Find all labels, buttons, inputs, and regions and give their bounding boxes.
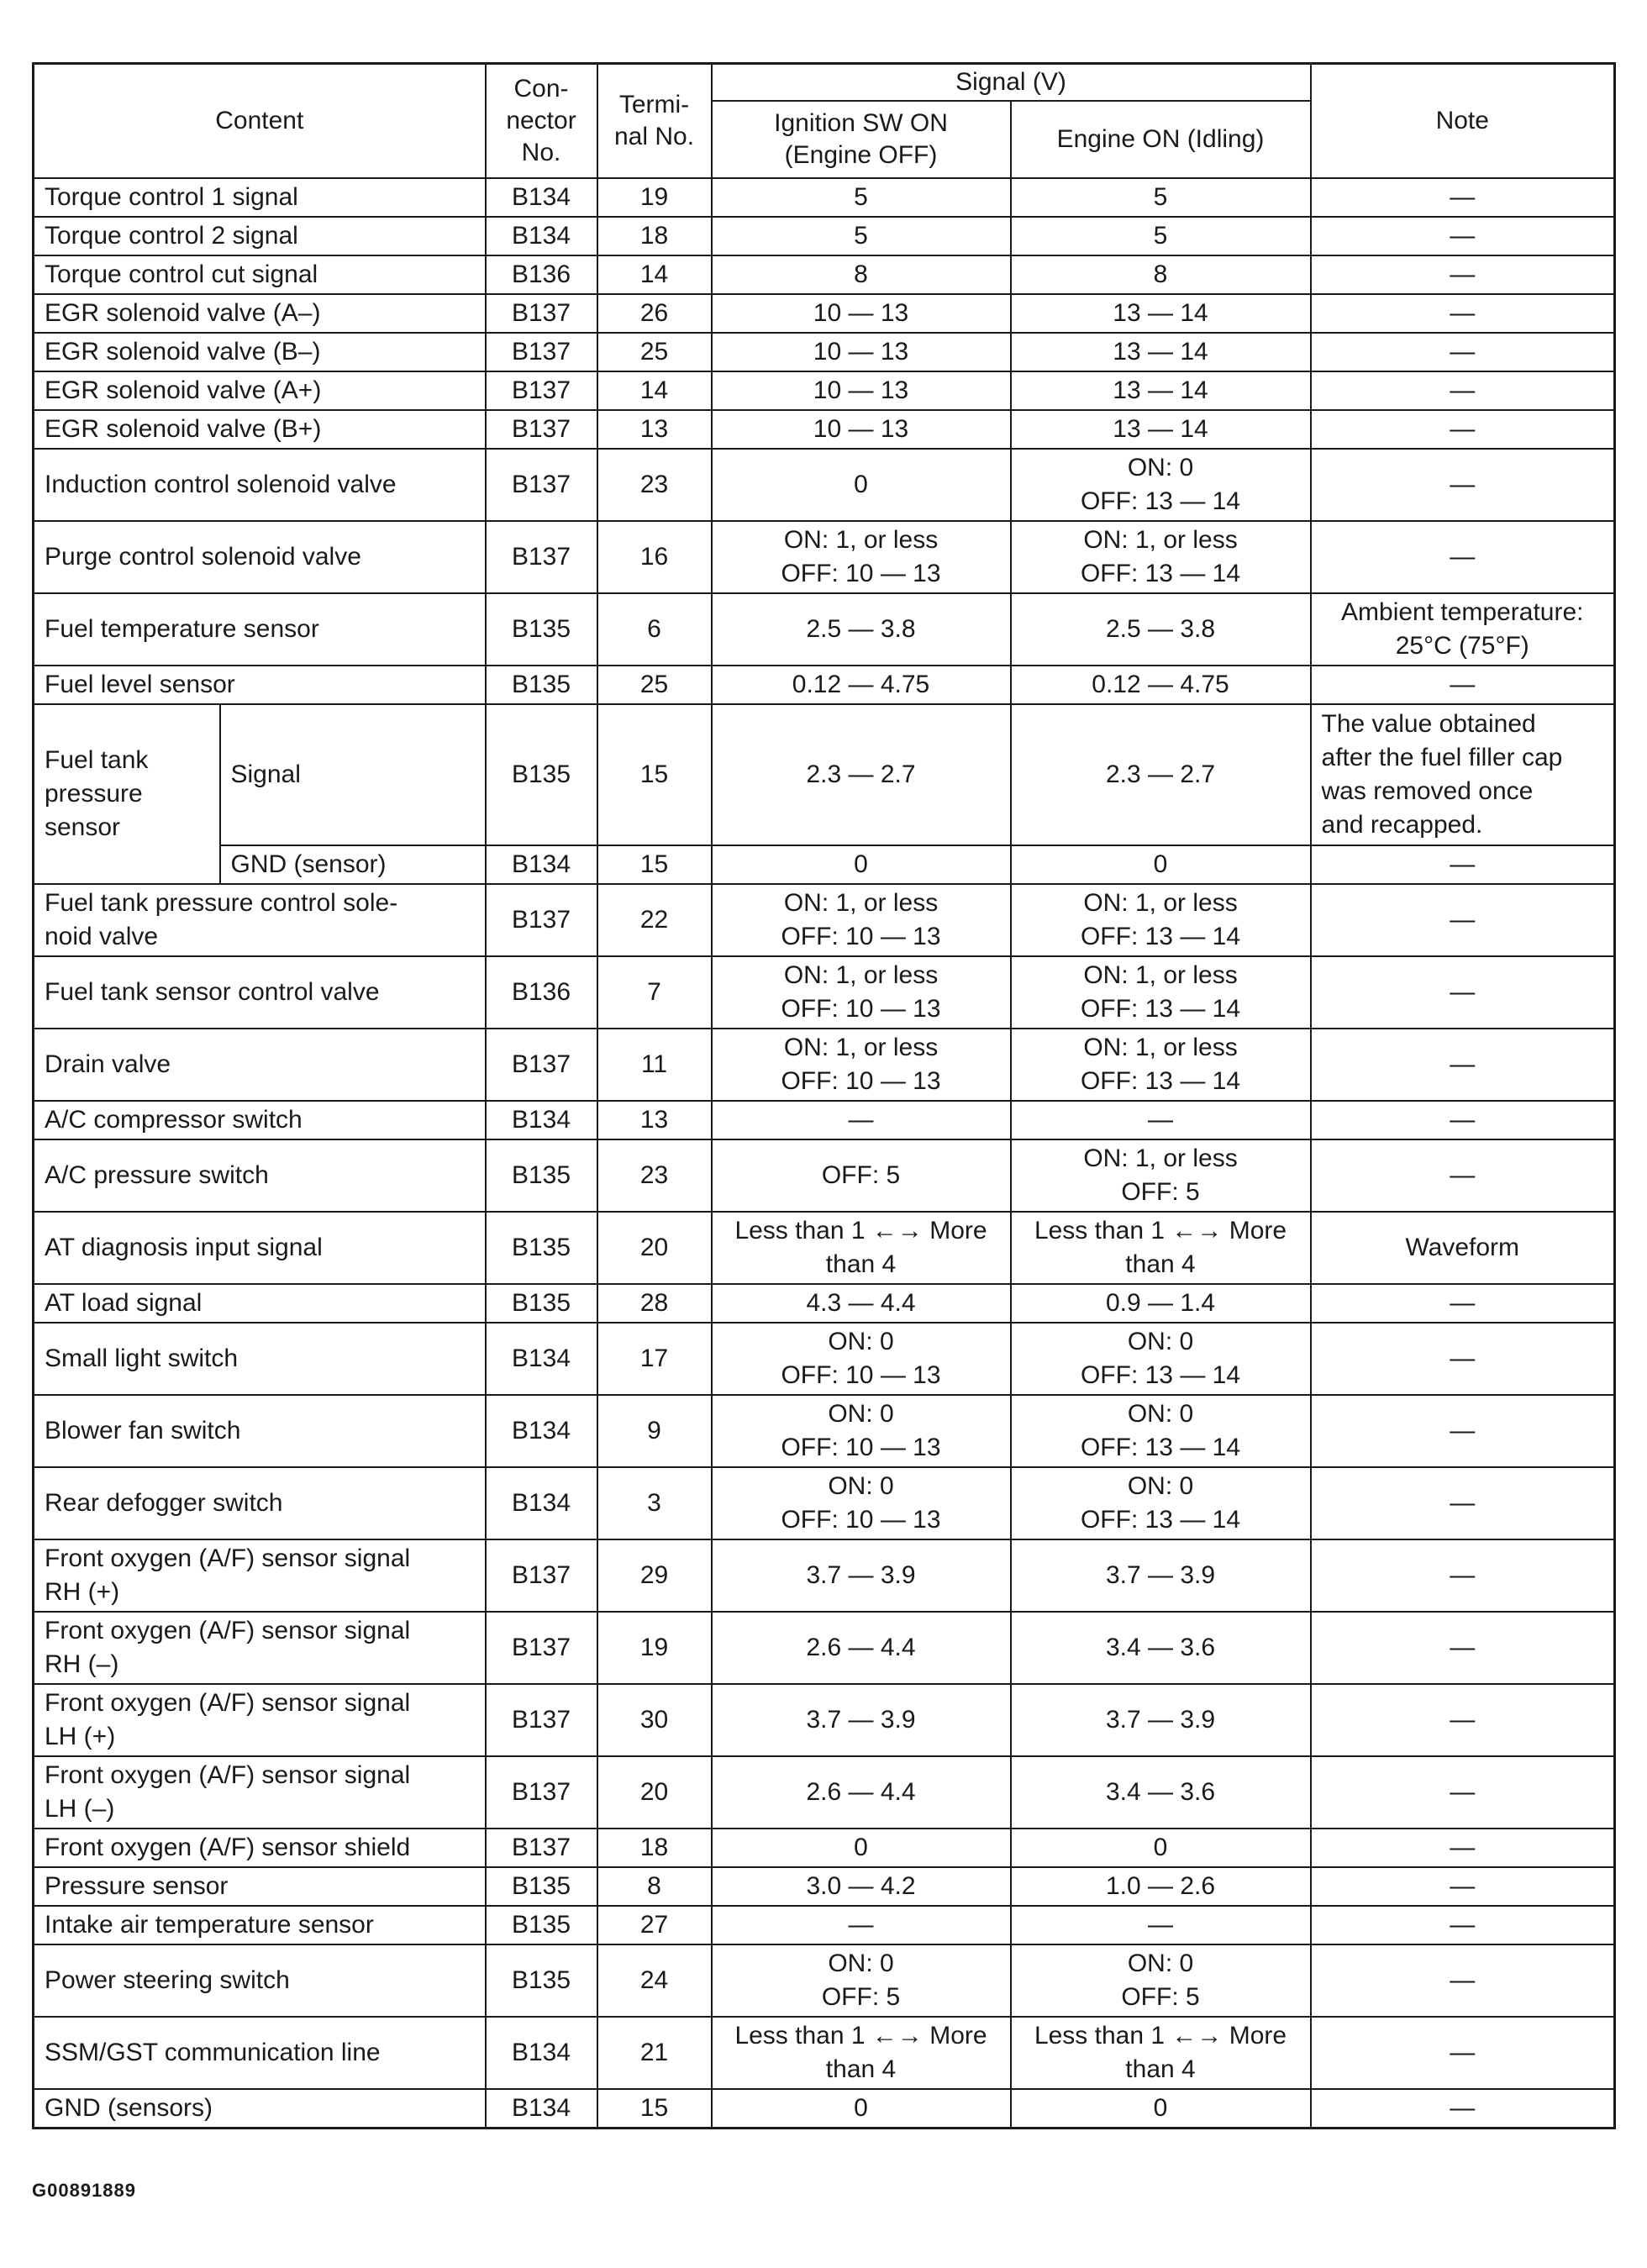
row-engine-on: Less than 1 ←→ More than 4	[1011, 1212, 1311, 1284]
header-note: Note	[1311, 64, 1615, 178]
row-engine-on: 3.7 — 3.9	[1011, 1684, 1311, 1756]
row-note: —	[1311, 1101, 1615, 1139]
row-connector: B137	[486, 333, 597, 371]
row-connector: B134	[486, 1395, 597, 1467]
row-note: —	[1311, 1395, 1615, 1467]
row-terminal: 19	[597, 1612, 712, 1684]
row-engine-on: ON: 1, or less OFF: 5	[1011, 1139, 1311, 1212]
header-content: Content	[34, 64, 486, 178]
row-content: Torque control 2 signal	[34, 217, 486, 255]
row-terminal: 15	[597, 704, 712, 845]
row-note: —	[1311, 2017, 1615, 2089]
row-ignition-on: 2.3 — 2.7	[712, 704, 1011, 845]
table-row	[34, 255, 1615, 294]
table-row	[34, 1323, 1615, 1395]
row-note: —	[1311, 1539, 1615, 1612]
row-note: —	[1311, 1944, 1615, 2017]
row-content: Pressure sensor	[34, 1867, 486, 1906]
row-connector: B135	[486, 666, 597, 704]
row-ignition-on: 2.6 — 4.4	[712, 1612, 1011, 1684]
row-note: —	[1311, 1139, 1615, 1212]
row-ignition-on: —	[712, 1101, 1011, 1139]
row-content: Fuel temperature sensor	[34, 593, 486, 666]
row-connector: B137	[486, 1539, 597, 1612]
row-note: —	[1311, 1906, 1615, 1944]
row-content: Fuel level sensor	[34, 666, 486, 704]
row-terminal: 27	[597, 1906, 712, 1944]
table-row	[34, 1467, 1615, 1539]
row-content: Front oxygen (A/F) sensor signal RH (+)	[34, 1539, 486, 1612]
row-content: Purge control solenoid valve	[34, 521, 486, 593]
table-row	[34, 1139, 1615, 1212]
figure-id: G00891889	[32, 2180, 136, 2201]
row-engine-on: 8	[1011, 255, 1311, 294]
row-note: —	[1311, 1284, 1615, 1323]
row-note: —	[1311, 2089, 1615, 2129]
row-engine-on: 13 — 14	[1011, 410, 1311, 449]
row-ignition-on: 2.5 — 3.8	[712, 593, 1011, 666]
row-ignition-on: 3.7 — 3.9	[712, 1684, 1011, 1756]
row-engine-on: 3.4 — 3.6	[1011, 1612, 1311, 1684]
row-terminal: 22	[597, 884, 712, 956]
row-ignition-on: 8	[712, 255, 1011, 294]
row-connector: B137	[486, 884, 597, 956]
row-terminal: 18	[597, 217, 712, 255]
header-row-1	[34, 64, 1615, 101]
row-note: —	[1311, 521, 1615, 593]
row-note: —	[1311, 1684, 1615, 1756]
row-content: Power steering switch	[34, 1944, 486, 2017]
row-terminal: 14	[597, 371, 712, 410]
row-ignition-on: 3.7 — 3.9	[712, 1539, 1011, 1612]
row-terminal: 24	[597, 1944, 712, 2017]
row-ignition-on: 0	[712, 1829, 1011, 1867]
row-note: —	[1311, 217, 1615, 255]
row-connector: B137	[486, 410, 597, 449]
row-engine-on: ON: 0 OFF: 13 — 14	[1011, 1323, 1311, 1395]
row-terminal: 25	[597, 333, 712, 371]
row-note: —	[1311, 1829, 1615, 1867]
row-note: The value obtained after the fuel filler cap was removed once and recapped.	[1311, 704, 1615, 845]
row-content: Front oxygen (A/F) sensor signal RH (–)	[34, 1612, 486, 1684]
row-connector: B135	[486, 593, 597, 666]
row-ignition-on: Less than 1 ←→ More than 4	[712, 2017, 1011, 2089]
table-row	[34, 1539, 1615, 1612]
ecm-terminal-signal-table	[32, 62, 1616, 2129]
row-note: —	[1311, 294, 1615, 333]
row-engine-on: ON: 1, or less OFF: 13 — 14	[1011, 1029, 1311, 1101]
header-signal: Signal (V)	[712, 64, 1311, 101]
row-terminal: 28	[597, 1284, 712, 1323]
table-row	[34, 410, 1615, 449]
row-terminal: 23	[597, 449, 712, 521]
row-note: —	[1311, 845, 1615, 884]
table-row	[34, 1212, 1615, 1284]
row-engine-on: 0	[1011, 1829, 1311, 1867]
row-engine-on: ON: 1, or less OFF: 13 — 14	[1011, 521, 1311, 593]
row-connector: B134	[486, 178, 597, 217]
row-connector: B134	[486, 2089, 597, 2129]
row-ignition-on: —	[712, 1906, 1011, 1944]
row-note: —	[1311, 956, 1615, 1029]
row-engine-on: 0	[1011, 845, 1311, 884]
row-note: —	[1311, 666, 1615, 704]
row-connector: B137	[486, 1829, 597, 1867]
row-note: —	[1311, 333, 1615, 371]
table-row	[34, 449, 1615, 521]
row-engine-on: 3.4 — 3.6	[1011, 1756, 1311, 1829]
row-content: Fuel tank pressure control sole- noid valve	[34, 884, 486, 956]
row-terminal: 21	[597, 2017, 712, 2089]
row-engine-on: 3.7 — 3.9	[1011, 1539, 1311, 1612]
table-row	[34, 333, 1615, 371]
table-row	[34, 1944, 1615, 2017]
row-content: EGR solenoid valve (A+)	[34, 371, 486, 410]
table-row	[34, 845, 1615, 884]
signal-table-sheet	[32, 62, 1613, 2129]
row-terminal: 3	[597, 1467, 712, 1539]
row-terminal: 16	[597, 521, 712, 593]
row-connector: B137	[486, 1684, 597, 1756]
row-terminal: 13	[597, 410, 712, 449]
table-row	[34, 956, 1615, 1029]
row-content: Fuel tank sensor control valve	[34, 956, 486, 1029]
row-engine-on: —	[1011, 1906, 1311, 1944]
table-row	[34, 217, 1615, 255]
row-terminal: 13	[597, 1101, 712, 1139]
row-engine-on: ON: 0 OFF: 5	[1011, 1944, 1311, 2017]
row-note: —	[1311, 178, 1615, 217]
table-row	[34, 1829, 1615, 1867]
row-terminal: 20	[597, 1212, 712, 1284]
table-row	[34, 1101, 1615, 1139]
row-note: —	[1311, 371, 1615, 410]
row-content: Front oxygen (A/F) sensor signal LH (+)	[34, 1684, 486, 1756]
row-terminal: 15	[597, 2089, 712, 2129]
row-connector: B135	[486, 704, 597, 845]
row-content: EGR solenoid valve (A–)	[34, 294, 486, 333]
row-terminal: 11	[597, 1029, 712, 1101]
table-row	[34, 371, 1615, 410]
table-row	[34, 704, 1615, 845]
row-terminal: 25	[597, 666, 712, 704]
table-row	[34, 178, 1615, 217]
row-engine-on: 0.9 — 1.4	[1011, 1284, 1311, 1323]
row-ignition-on: 4.3 — 4.4	[712, 1284, 1011, 1323]
row-content-group: Fuel tank pressure sensor	[34, 704, 220, 884]
table-row	[34, 1684, 1615, 1756]
row-ignition-on: 10 — 13	[712, 371, 1011, 410]
row-ignition-on: 10 — 13	[712, 294, 1011, 333]
row-note: Ambient temperature: 25°C (75°F)	[1311, 593, 1615, 666]
row-connector: B136	[486, 956, 597, 1029]
table-row	[34, 1284, 1615, 1323]
row-connector: B137	[486, 1029, 597, 1101]
row-engine-on: —	[1011, 1101, 1311, 1139]
row-connector: B136	[486, 255, 597, 294]
fuel-tank-pressure-sensor-group	[34, 704, 1615, 884]
row-engine-on: 5	[1011, 178, 1311, 217]
row-engine-on: ON: 1, or less OFF: 13 — 14	[1011, 884, 1311, 956]
row-terminal: 15	[597, 845, 712, 884]
header-engine-on: Engine ON (Idling)	[1011, 101, 1311, 178]
row-note: —	[1311, 884, 1615, 956]
row-content: Front oxygen (A/F) sensor signal LH (–)	[34, 1756, 486, 1829]
row-terminal: 23	[597, 1139, 712, 1212]
header-terminal: Termi- nal No.	[597, 64, 712, 178]
row-terminal: 6	[597, 593, 712, 666]
row-note: —	[1311, 1323, 1615, 1395]
row-content: AT load signal	[34, 1284, 486, 1323]
row-content: Rear defogger switch	[34, 1467, 486, 1539]
row-ignition-on: ON: 0 OFF: 5	[712, 1944, 1011, 2017]
row-ignition-on: 5	[712, 217, 1011, 255]
header-connector: Con- nector No.	[486, 64, 597, 178]
row-terminal: 19	[597, 178, 712, 217]
row-ignition-on: ON: 1, or less OFF: 10 — 13	[712, 884, 1011, 956]
row-content: SSM/GST communication line	[34, 2017, 486, 2089]
row-connector: B137	[486, 294, 597, 333]
row-connector: B134	[486, 2017, 597, 2089]
row-engine-on: Less than 1 ←→ More than 4	[1011, 2017, 1311, 2089]
row-terminal: 7	[597, 956, 712, 1029]
row-connector: B137	[486, 521, 597, 593]
row-terminal: 14	[597, 255, 712, 294]
row-note: —	[1311, 1029, 1615, 1101]
row-content: A/C compressor switch	[34, 1101, 486, 1139]
table-row	[34, 2017, 1615, 2089]
row-engine-on: ON: 0 OFF: 13 — 14	[1011, 449, 1311, 521]
table-row	[34, 1906, 1615, 1944]
table-row	[34, 1867, 1615, 1906]
row-terminal: 8	[597, 1867, 712, 1906]
row-engine-on: ON: 0 OFF: 13 — 14	[1011, 1467, 1311, 1539]
row-content: A/C pressure switch	[34, 1139, 486, 1212]
row-content: Induction control solenoid valve	[34, 449, 486, 521]
row-ignition-on: 0	[712, 845, 1011, 884]
row-ignition-on: Less than 1 ←→ More than 4	[712, 1212, 1011, 1284]
row-connector: B135	[486, 1284, 597, 1323]
row-note: —	[1311, 449, 1615, 521]
row-content: Drain valve	[34, 1029, 486, 1101]
row-ignition-on: 0	[712, 449, 1011, 521]
row-engine-on: 2.5 — 3.8	[1011, 593, 1311, 666]
row-engine-on: ON: 1, or less OFF: 13 — 14	[1011, 956, 1311, 1029]
row-ignition-on: 3.0 — 4.2	[712, 1867, 1011, 1906]
row-connector: B137	[486, 371, 597, 410]
row-engine-on: 13 — 14	[1011, 333, 1311, 371]
row-content: Small light switch	[34, 1323, 486, 1395]
row-connector: B135	[486, 1944, 597, 2017]
row-content: Blower fan switch	[34, 1395, 486, 1467]
row-ignition-on: 10 — 13	[712, 410, 1011, 449]
row-connector: B135	[486, 1212, 597, 1284]
row-connector: B134	[486, 1467, 597, 1539]
row-content: Torque control cut signal	[34, 255, 486, 294]
row-engine-on: 2.3 — 2.7	[1011, 704, 1311, 845]
table-row	[34, 666, 1615, 704]
row-engine-on: 0	[1011, 2089, 1311, 2129]
row-terminal: 29	[597, 1539, 712, 1612]
row-connector: B134	[486, 845, 597, 884]
row-connector: B134	[486, 1323, 597, 1395]
row-ignition-on: ON: 1, or less OFF: 10 — 13	[712, 521, 1011, 593]
row-ignition-on: 0.12 — 4.75	[712, 666, 1011, 704]
row-note: —	[1311, 1467, 1615, 1539]
header-ignition-on: Ignition SW ON (Engine OFF)	[712, 101, 1011, 178]
row-connector: B134	[486, 217, 597, 255]
row-ignition-on: ON: 0 OFF: 10 — 13	[712, 1395, 1011, 1467]
table-row	[34, 2089, 1615, 2129]
row-ignition-on: 0	[712, 2089, 1011, 2129]
row-ignition-on: ON: 0 OFF: 10 — 13	[712, 1467, 1011, 1539]
row-engine-on: 5	[1011, 217, 1311, 255]
row-engine-on: 1.0 — 2.6	[1011, 1867, 1311, 1906]
table-body-bottom	[34, 884, 1615, 2129]
row-connector: B137	[486, 1756, 597, 1829]
row-content: EGR solenoid valve (B–)	[34, 333, 486, 371]
table-row	[34, 294, 1615, 333]
table-row	[34, 1029, 1615, 1101]
table-row	[34, 521, 1615, 593]
row-ignition-on: 5	[712, 178, 1011, 217]
table-row	[34, 1395, 1615, 1467]
row-note: —	[1311, 1612, 1615, 1684]
row-terminal: 26	[597, 294, 712, 333]
row-ignition-on: ON: 0 OFF: 10 — 13	[712, 1323, 1011, 1395]
row-content: Torque control 1 signal	[34, 178, 486, 217]
row-content: EGR solenoid valve (B+)	[34, 410, 486, 449]
row-content-sub: GND (sensor)	[220, 845, 486, 884]
row-engine-on: ON: 0 OFF: 13 — 14	[1011, 1395, 1311, 1467]
row-content-sub: Signal	[220, 704, 486, 845]
table-row	[34, 1756, 1615, 1829]
row-engine-on: 13 — 14	[1011, 294, 1311, 333]
row-note: —	[1311, 1867, 1615, 1906]
row-ignition-on: 10 — 13	[712, 333, 1011, 371]
row-terminal: 17	[597, 1323, 712, 1395]
row-engine-on: 0.12 — 4.75	[1011, 666, 1311, 704]
row-connector: B134	[486, 1101, 597, 1139]
row-content: Intake air temperature sensor	[34, 1906, 486, 1944]
row-terminal: 9	[597, 1395, 712, 1467]
table-row	[34, 593, 1615, 666]
row-connector: B137	[486, 449, 597, 521]
row-note: Waveform	[1311, 1212, 1615, 1284]
row-terminal: 30	[597, 1684, 712, 1756]
row-note: —	[1311, 1756, 1615, 1829]
row-terminal: 18	[597, 1829, 712, 1867]
row-engine-on: 13 — 14	[1011, 371, 1311, 410]
row-note: —	[1311, 410, 1615, 449]
row-content: AT diagnosis input signal	[34, 1212, 486, 1284]
row-ignition-on: 2.6 — 4.4	[712, 1756, 1011, 1829]
row-connector: B137	[486, 1612, 597, 1684]
table-row	[34, 1612, 1615, 1684]
table-body-top	[34, 178, 1615, 704]
row-content: Front oxygen (A/F) sensor shield	[34, 1829, 486, 1867]
row-connector: B135	[486, 1867, 597, 1906]
row-connector: B135	[486, 1139, 597, 1212]
row-connector: B135	[486, 1906, 597, 1944]
row-content: GND (sensors)	[34, 2089, 486, 2129]
row-ignition-on: ON: 1, or less OFF: 10 — 13	[712, 956, 1011, 1029]
row-ignition-on: OFF: 5	[712, 1139, 1011, 1212]
table-row	[34, 884, 1615, 956]
row-ignition-on: ON: 1, or less OFF: 10 — 13	[712, 1029, 1011, 1101]
row-note: —	[1311, 255, 1615, 294]
row-terminal: 20	[597, 1756, 712, 1829]
